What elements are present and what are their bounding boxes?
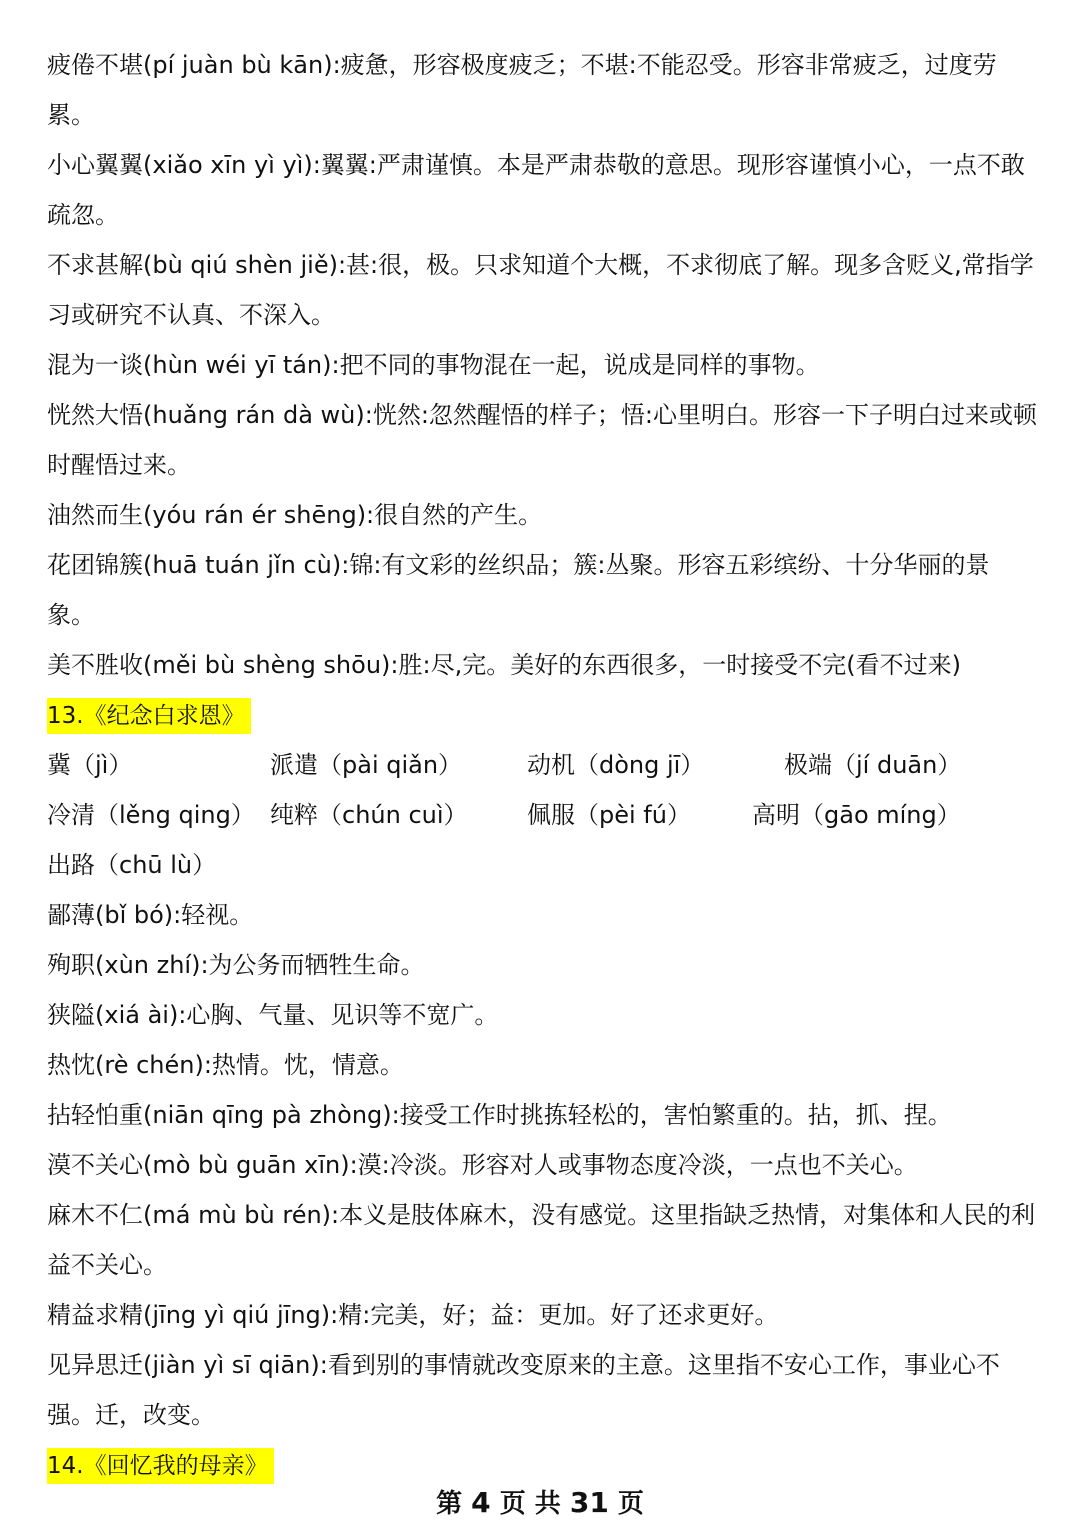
vocab-entry: 恍然大悟(huǎng rán dà wù):恍然:忽然醒悟的样子；悟:心里明白。形容一下子明白过来或顿时醒悟过来。 bbox=[47, 401, 1038, 479]
vocab-entry: 美不胜收(měi bù shèng shōu):胜:尽,完。美好的东西很多，一时接受不完(看不过来) bbox=[47, 651, 961, 679]
vocab-entry: 小心翼翼(xiǎo xīn yì yì):翼翼:严肃谨慎。本是严肃恭敬的意思。现形容谨慎小心，一点不敢疏忽。 bbox=[47, 151, 1025, 229]
vocab-grid-row bbox=[47, 840, 1037, 890]
vocab-word: 冷清（lěng qing） bbox=[47, 801, 255, 829]
vocab-entry: 疲倦不堪(pí juàn bù kān):疲惫，形容极度疲乏；不堪:不能忍受。形容非常疲乏，过度劳累。 bbox=[47, 51, 997, 129]
section-heading-row bbox=[47, 690, 1037, 740]
vocab-word: 派遣（pài qiǎn） bbox=[270, 751, 463, 779]
vocab-entry: 热忱(rè chén):热情。忱，情意。 bbox=[47, 1051, 404, 1079]
vocab-word: 高明（gāo míng） bbox=[752, 801, 961, 829]
vocab-word: 出路（chū lù） bbox=[47, 851, 217, 879]
vocab-entry: 鄙薄(bǐ bó):轻视。 bbox=[47, 901, 254, 929]
section-heading-row bbox=[47, 1440, 1037, 1490]
vocab-entry: 见异思迁(jiàn yì sī qiān):看到别的事情就改变原来的主意。这里指不安心工作，事业心不强。迁，改变。 bbox=[47, 1351, 1000, 1429]
page-number: 4 bbox=[471, 1486, 491, 1519]
vocab-grid-row bbox=[47, 790, 1037, 840]
vocab-word: 极端（jí duān） bbox=[784, 751, 962, 779]
vocab-entry: 麻木不仁(má mù bù rén):本义是肢体麻木，没有感觉。这里指缺乏热情，对集体和人民的利益不关心。 bbox=[47, 1201, 1036, 1279]
page-footer bbox=[0, 1485, 1080, 1522]
vocab-entry: 狭隘(xiá ài):心胸、气量、见识等不宽广。 bbox=[47, 1001, 499, 1029]
footer-middle: 页 共 bbox=[499, 1489, 561, 1519]
section-heading: 14.《回忆我的母亲》 bbox=[47, 1448, 274, 1484]
vocab-grid-row bbox=[47, 740, 1037, 790]
vocab-word: 佩服（pèi fú） bbox=[527, 801, 691, 829]
section-heading: 13.《纪念白求恩》 bbox=[47, 698, 251, 734]
vocab-word: 动机（dòng jī） bbox=[527, 751, 705, 779]
vocab-entry: 拈轻怕重(niān qīng pà zhòng):接受工作时挑拣轻松的，害怕繁重的。拈，抓、捏。 bbox=[47, 1101, 952, 1129]
vocab-word: 纯粹（chún cuì） bbox=[270, 801, 468, 829]
vocab-entry: 精益求精(jīng yì qiú jīng):精:完美，好；益：更加。好了还求更好。 bbox=[47, 1301, 779, 1329]
document-page bbox=[47, 40, 1037, 1490]
footer-suffix: 页 bbox=[617, 1489, 644, 1519]
footer-prefix: 第 bbox=[436, 1489, 463, 1519]
vocab-entry: 殉职(xùn zhí):为公务而牺牲生命。 bbox=[47, 951, 425, 979]
vocab-entry: 不求甚解(bù qiú shèn jiě):甚:很，极。只求知道个大概，不求彻底了解。现多含贬义,常指学习或研究不认真、不深入。 bbox=[47, 251, 1034, 329]
vocab-word: 冀（jì） bbox=[47, 751, 133, 779]
vocab-entry: 漠不关心(mò bù guān xīn):漠:冷淡。形容对人或事物态度冷淡，一点也不关心。 bbox=[47, 1151, 918, 1179]
vocab-entry: 花团锦簇(huā tuán jǐn cù):锦:有文彩的丝织品；簇:丛聚。形容五彩缤纷、十分华丽的景象。 bbox=[47, 551, 990, 629]
vocab-entry: 混为一谈(hùn wéi yī tán):把不同的事物混在一起，说成是同样的事物。 bbox=[47, 351, 820, 379]
page-total: 31 bbox=[569, 1486, 609, 1519]
vocab-entry: 油然而生(yóu rán ér shēng):很自然的产生。 bbox=[47, 501, 543, 529]
